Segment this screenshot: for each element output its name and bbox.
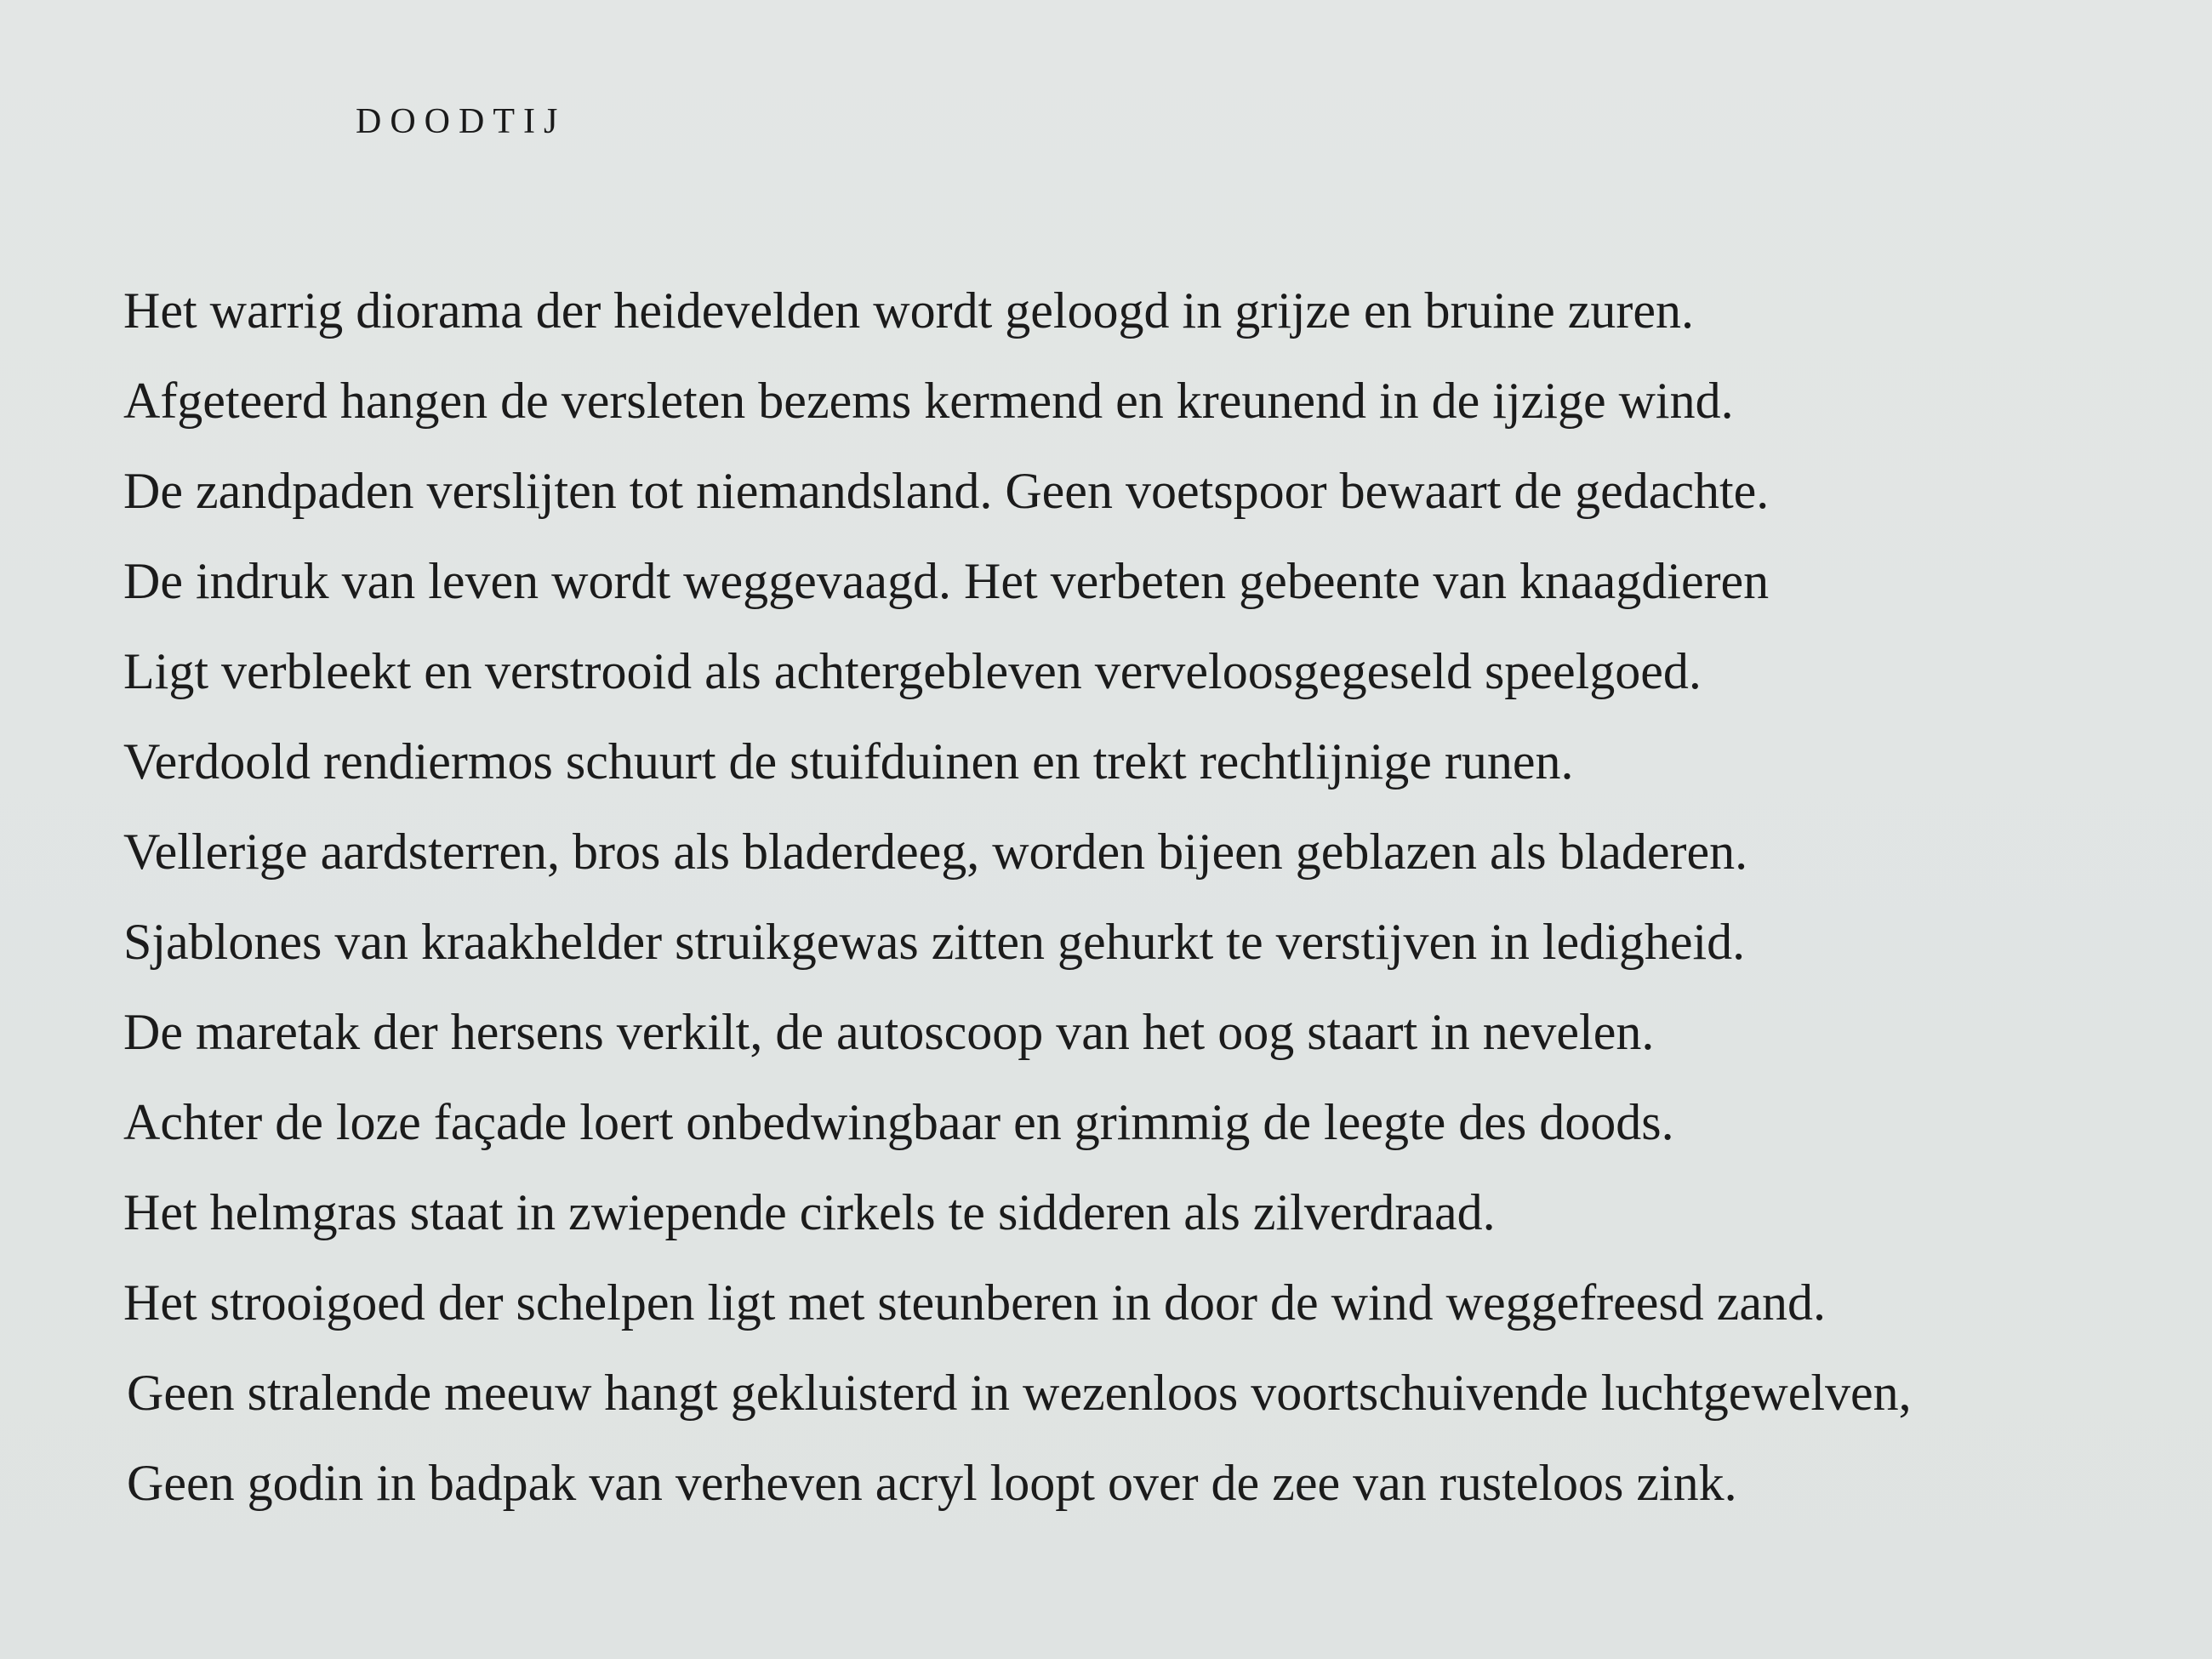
poem-line: Achter de loze façade loert onbedwingbaar en grimmig de leegte des doods. xyxy=(123,1094,1674,1150)
poem-line: Geen godin in badpak van verheven acryl loopt over de zee van rusteloos zink. xyxy=(127,1455,1737,1511)
poem-line: Geen stralende meeuw hangt gekluisterd in wezenloos voortschuivende luchtgewelven, xyxy=(127,1365,1912,1421)
poem-line: Sjablones van kraakhelder struikgewas zitten gehurkt te verstijven in ledigheid. xyxy=(123,914,1746,970)
poem-line: Afgeteerd hangen de versleten bezems kermend en kreunend in de ijzige wind. xyxy=(123,373,1734,429)
poem-line: De zandpaden verslijten tot niemandsland. Geen voetspoor bewaart de gedachte. xyxy=(123,463,1770,519)
poem-line: Het strooigoed der schelpen ligt met steunberen in door de wind weggefreesd zand. xyxy=(123,1274,1827,1331)
poem-line: De indruk van leven wordt weggevaagd. Het verbeten gebeente van knaagdieren xyxy=(123,553,1770,609)
poem-line: Ligt verbleekt en verstrooid als achtergebleven verveloosgegeseld speelgoed. xyxy=(123,643,1702,699)
poem-line: Verdoold rendiermos schuurt de stuifduinen en trekt rechtlijnige runen. xyxy=(123,733,1574,790)
poem-title: DOODTIJ xyxy=(356,102,567,141)
poem-line: Vellerige aardsterren, bros als bladerdeeg, worden bijeen geblazen als bladeren. xyxy=(123,824,1748,880)
poem-line: Het warrig diorama der heidevelden wordt geloogd in grijze en bruine zuren. xyxy=(123,282,1694,339)
poem-line: Het helmgras staat in zwiepende cirkels te sidderen als zilverdraad. xyxy=(123,1184,1496,1240)
poem-line: De maretak der hersens verkilt, de autoscoop van het oog staart in nevelen. xyxy=(123,1004,1655,1060)
poem-body xyxy=(123,265,2097,1528)
